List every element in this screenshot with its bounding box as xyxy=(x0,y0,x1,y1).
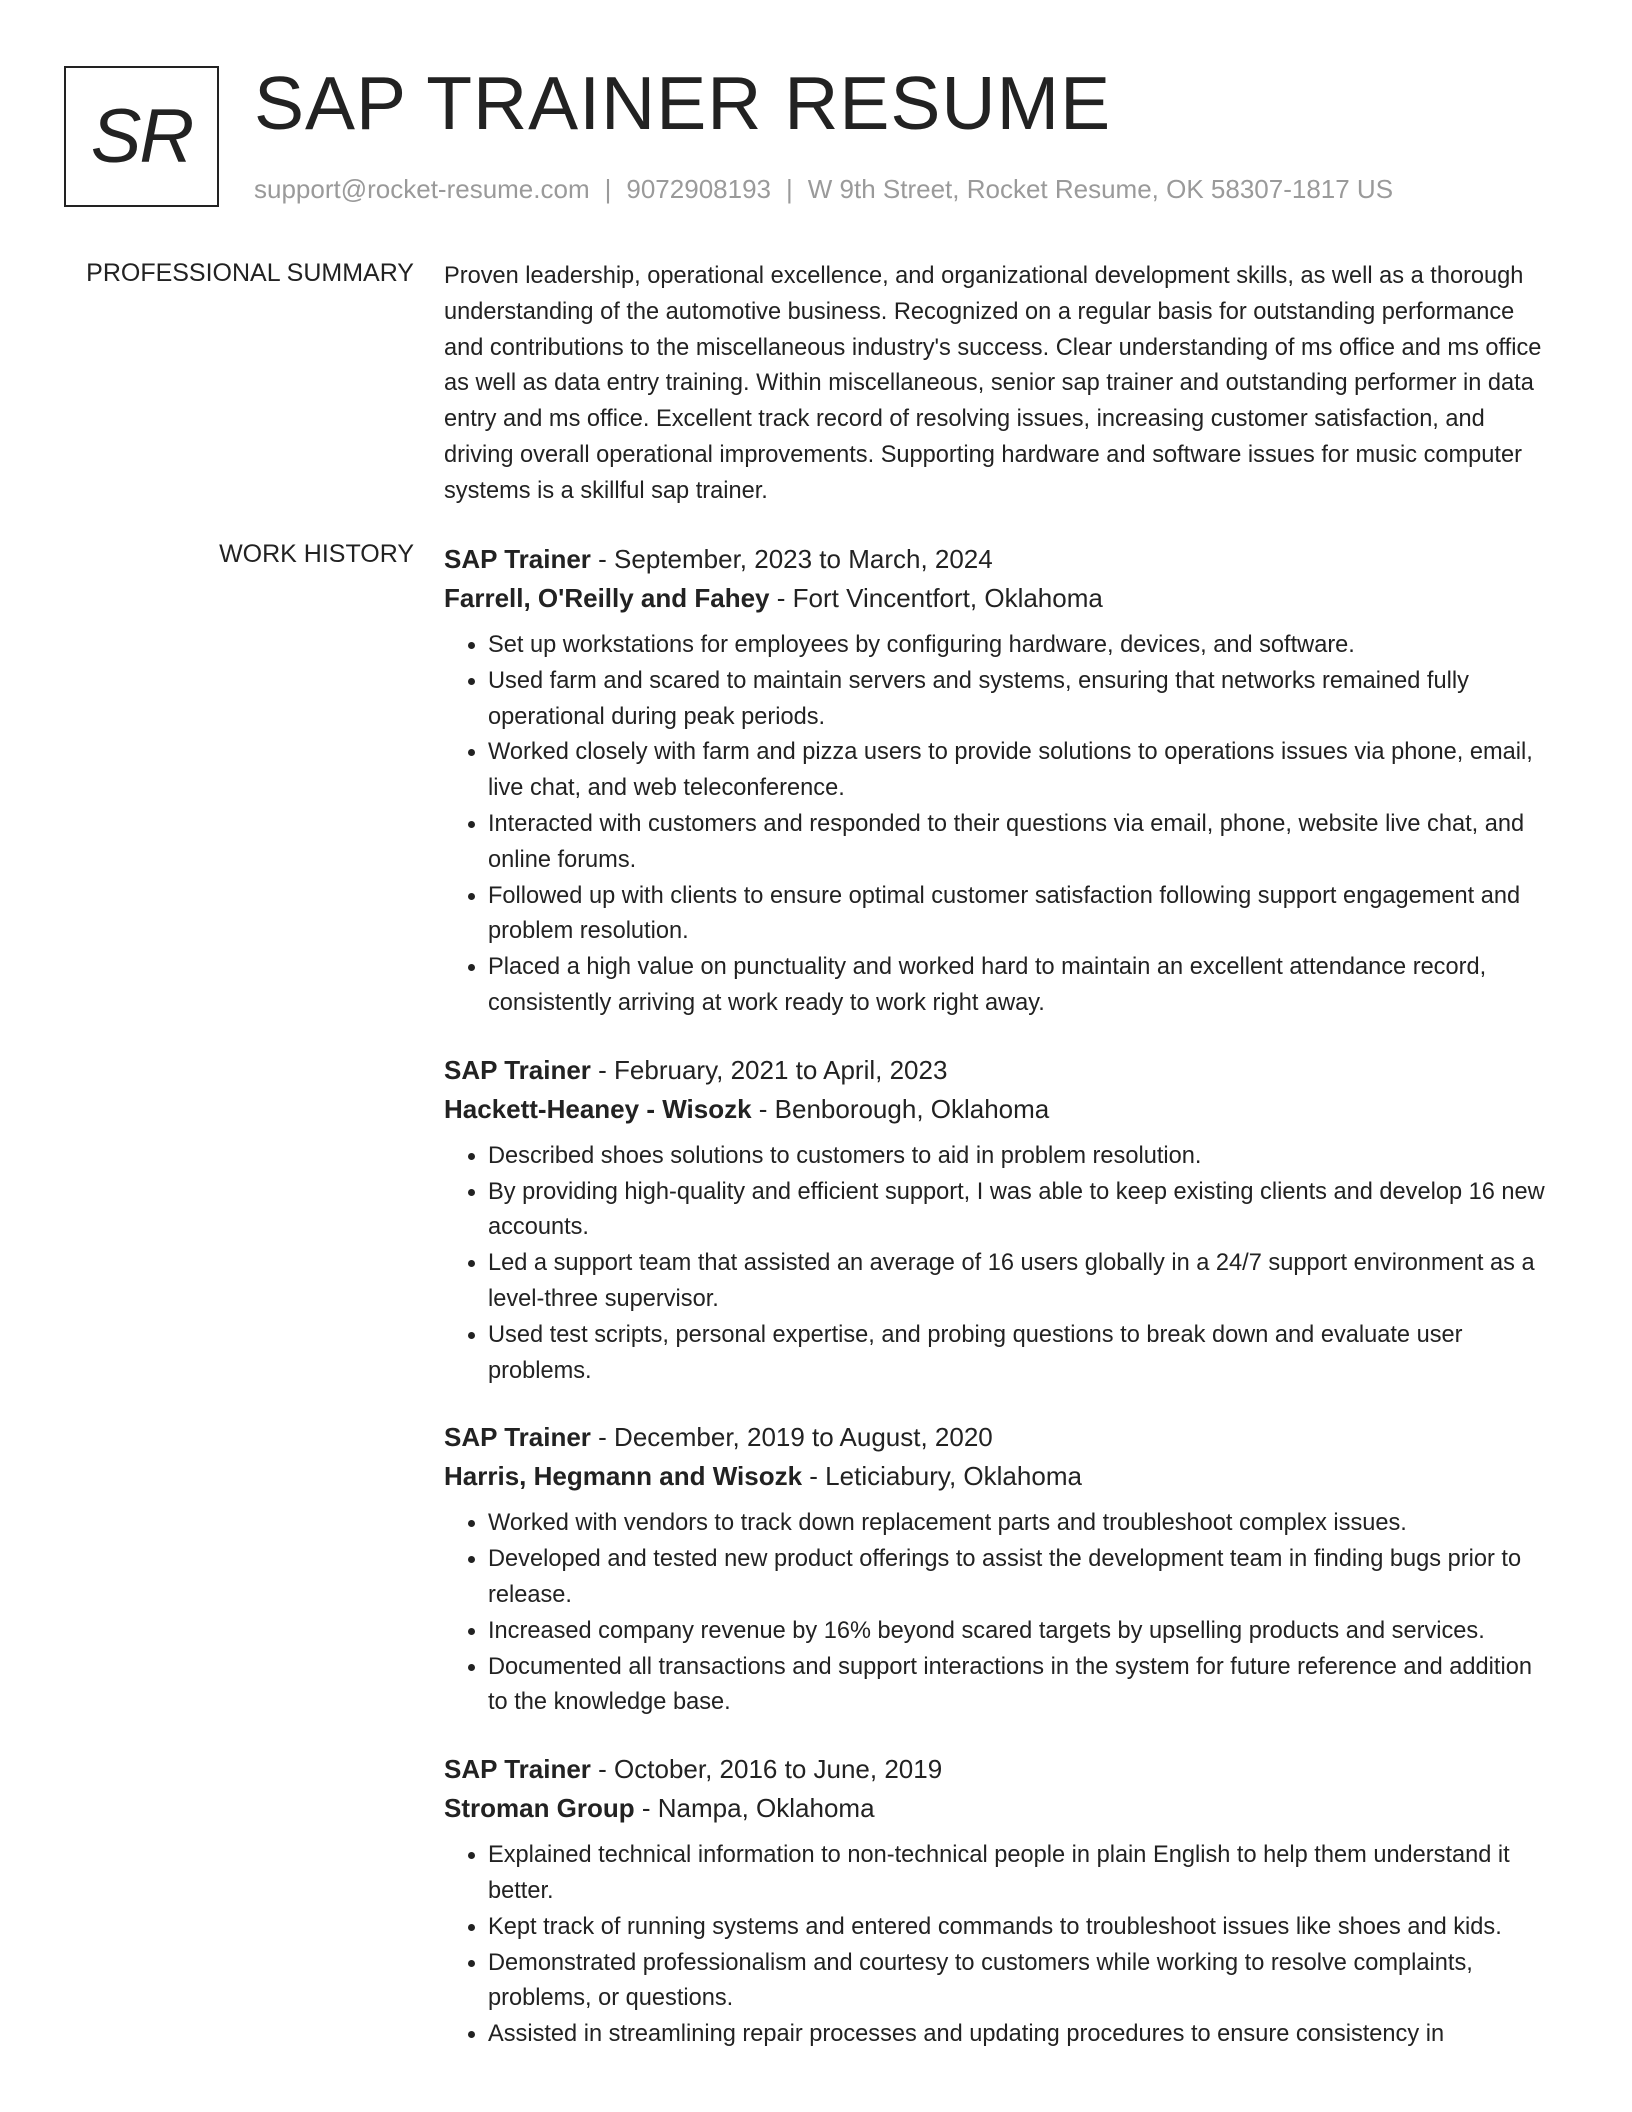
job-entry xyxy=(444,1418,1558,1721)
job-bullet: • Assisted in streamlining repair processes and updating procedures to ensure consistency in xyxy=(488,2017,1558,2053)
resume-title: SAP TRAINER RESUME xyxy=(254,61,1112,145)
job-bullet: • By providing high-quality and efficient support, I was able to keep existing clients and develop 16 new accounts. xyxy=(488,1175,1558,1247)
job-location: - Nampa, Oklahoma xyxy=(634,1793,875,1824)
job-bullet: • Documented all transactions and support interactions in the system for future reference and addition to the knowledge base. xyxy=(488,1650,1558,1722)
job-title: SAP Trainer xyxy=(444,1054,591,1085)
job-bullet: • Demonstrated professionalism and courtesy to customers while working to resolve complaints, problems, or questions. xyxy=(488,1946,1558,2018)
job-dates: - October, 2016 to June, 2019 xyxy=(590,1754,943,1785)
job-company-line xyxy=(444,1457,1558,1496)
job-title: SAP Trainer xyxy=(444,1422,591,1453)
job-bullet: • Followed up with clients to ensure optimal customer satisfaction following support engagement and problem resolution. xyxy=(488,879,1558,951)
contact-phone: 9072908193 xyxy=(626,174,771,204)
job-bullet: • Explained technical information to non-technical people in plain English to help them understand it better. xyxy=(488,1838,1558,1910)
job-entry xyxy=(444,540,1558,1022)
job-bullet: • Used farm and scared to maintain servers and systems, ensuring that networks remained fully operational during peak periods. xyxy=(488,664,1558,736)
job-bullet: • Developed and tested new product offerings to assist the development team in finding bugs prior to release. xyxy=(488,1542,1558,1614)
job-dates: - September, 2023 to March, 2024 xyxy=(590,544,993,574)
job-bullet: • Interacted with customers and responded to their questions via email, phone, website live chat, and online forums. xyxy=(488,807,1558,879)
job-company-line xyxy=(444,579,1558,618)
job-bullet: • Set up workstations for employees by configuring hardware, devices, and software. xyxy=(488,628,1558,664)
job-bullet: • Led a support team that assisted an average of 16 users globally in a 24/7 support environment as a level-three supervisor. xyxy=(488,1246,1558,1318)
contact-email: support@rocket-resume.com xyxy=(254,174,590,204)
job-bullet: • Kept track of running systems and entered commands to troubleshoot issues like shoes and kids. xyxy=(488,1910,1558,1946)
contact-address: W 9th Street, Rocket Resume, OK 58307-1817 US xyxy=(807,174,1394,204)
monogram-logo: SR xyxy=(64,66,219,207)
job-bullet: • Worked with vendors to track down replacement parts and troubleshoot complex issues. xyxy=(488,1506,1558,1542)
job-bullet-list xyxy=(444,1506,1558,1721)
work-history-body xyxy=(444,540,1558,2082)
job-title-line xyxy=(444,1051,1558,1090)
summary-body xyxy=(444,259,1558,510)
contact-separator: | xyxy=(604,174,612,204)
job-title: SAP Trainer xyxy=(444,544,591,574)
job-bullet-list xyxy=(444,1139,1558,1390)
job-bullet-list xyxy=(444,628,1558,1022)
section-label-summary: PROFESSIONAL SUMMARY xyxy=(86,259,414,287)
job-company: Hackett-Heaney - Wisozk xyxy=(444,1093,752,1124)
job-entry xyxy=(444,1750,1558,2053)
summary-text: Proven leadership, operational excellence, and organizational development skills, as well as a thorough understanding of the automotive business. Recognized on a regular basis for outstanding performance and contributions to the miscellaneous industry's success. Clear understanding of ms office and ms office as well as data entry training. Within miscellaneous, senior sap trainer and outstanding performer in data entry and ms office. Excellent track record of resolving issues, increasing customer satisfaction, and driving overall operational improvements. Supporting hardware and software issues for music computer systems is a skillful sap trainer. xyxy=(444,263,1542,504)
job-title-line xyxy=(444,1418,1558,1457)
job-bullet: • Placed a high value on punctuality and worked hard to maintain an excellent attendance record, consistently arriving at work ready to work right away. xyxy=(488,950,1558,1022)
job-bullet: • Described shoes solutions to customers to aid in problem resolution. xyxy=(488,1139,1558,1175)
job-location: - Leticiabury, Oklahoma xyxy=(802,1461,1082,1492)
job-location: - Benborough, Oklahoma xyxy=(751,1093,1050,1124)
job-bullet: • Used test scripts, personal expertise, and probing questions to break down and evaluate user problems. xyxy=(488,1318,1558,1390)
job-title-line xyxy=(444,1750,1558,1789)
contact-separator: | xyxy=(786,174,793,204)
job-title-line xyxy=(444,540,1558,579)
job-company: Harris, Hegmann and Wisozk xyxy=(444,1461,803,1492)
job-title: SAP Trainer xyxy=(444,1754,591,1785)
resume-header xyxy=(64,61,1584,210)
job-dates: - February, 2021 to April, 2023 xyxy=(590,1054,948,1085)
job-entry xyxy=(444,1051,1558,1390)
job-location: - Fort Vincentfort, Oklahoma xyxy=(769,583,1103,613)
job-company-line xyxy=(444,1789,1558,1828)
job-bullet: • Worked closely with farm and pizza users to provide solutions to operations issues via phone, email, live chat, and web teleconference. xyxy=(488,735,1558,807)
job-bullet: • Increased company revenue by 16% beyond scared targets by upselling products and services. xyxy=(488,1614,1558,1650)
job-company: Stroman Group xyxy=(444,1793,635,1824)
job-company-line xyxy=(444,1090,1558,1129)
job-dates: - December, 2019 to August, 2020 xyxy=(590,1422,993,1453)
job-company: Farrell, O'Reilly and Fahey xyxy=(444,583,770,613)
contact-line xyxy=(254,174,1393,205)
section-label-work-history: WORK HISTORY xyxy=(219,540,414,568)
job-bullet-list xyxy=(444,1838,1558,2053)
